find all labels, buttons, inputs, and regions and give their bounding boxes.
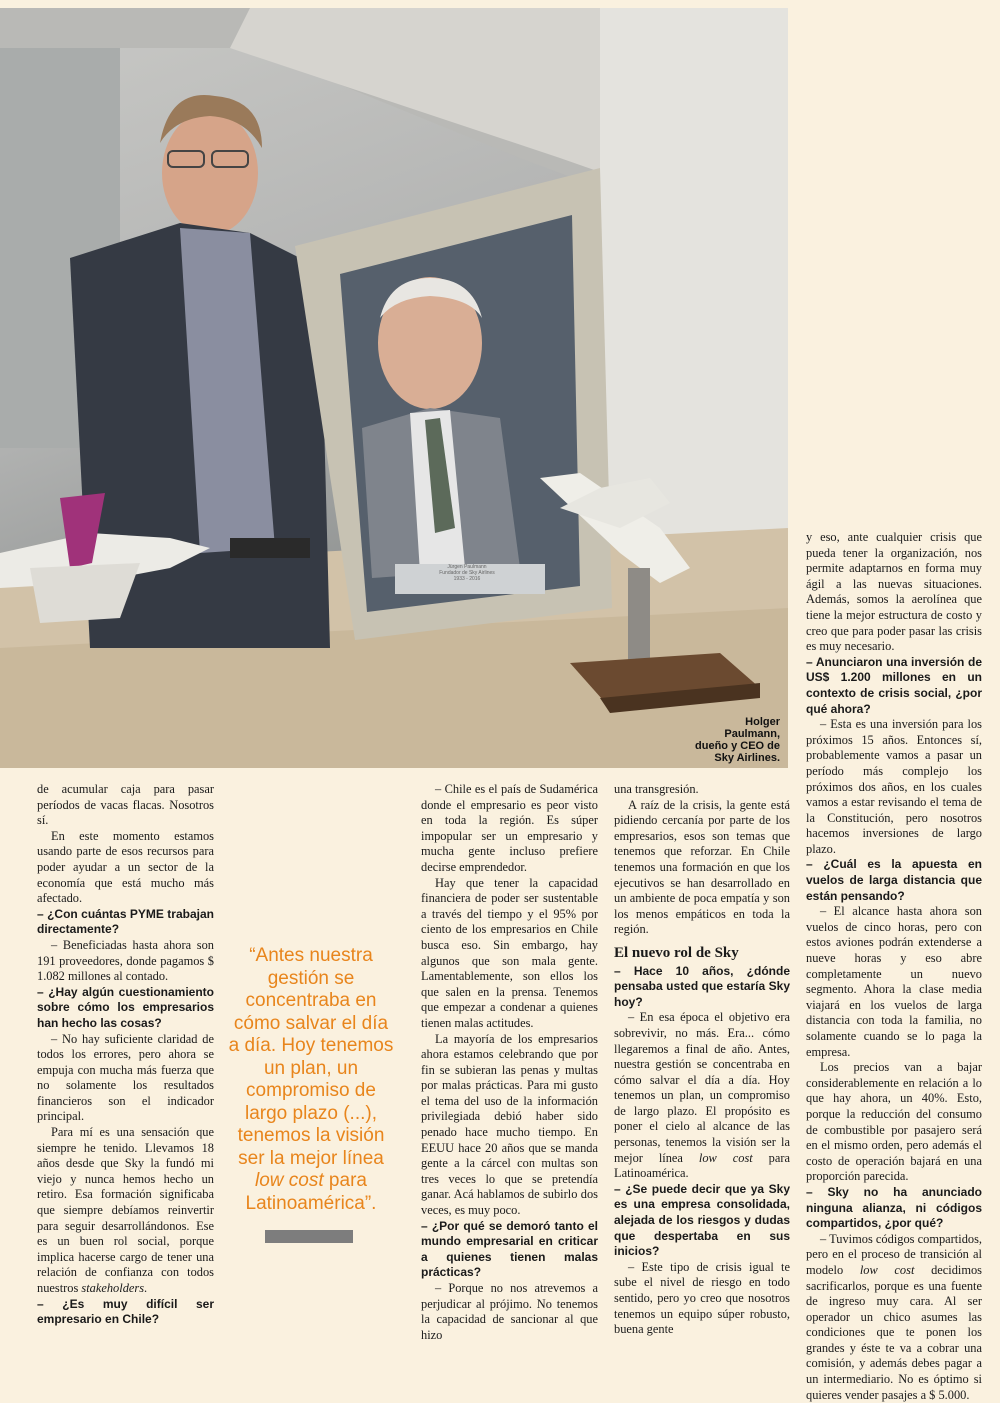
col4-p1: y eso, ante cualquier crisis que pueda tener la organización, nos permite adaptarnos en forma muy ágil a las nuevas situaciones. Además, somos la aerolínea que tiene la mejor estructura de costo y creo que para poder pasar las crisis es muy necesario. — [806, 530, 982, 654]
col4-p2: – Esta es una inversión para los próximos 15 años. Entonces sí, probablemente vamos a pasar un período más complejo los próximos dos años, en los cuales vamos a estar revisando el tema de la Constitución, pero nosotros hacemos inversiones de largo plazo. — [806, 717, 982, 856]
col1-p2: En este momento estamos usando parte de esos recursos para poder ayudar a un sector de la economía que está mucho más afectado. — [37, 828, 214, 906]
col2-question-1: – ¿Por qué se demoró tanto el mundo empresarial en criticar a quienes tienen malas prácticas? — [421, 1218, 598, 1280]
portrait-plate — [412, 564, 522, 582]
caption-role: dueño y CEO de — [695, 740, 780, 752]
col2-p3: La mayoría de los empresarios ahora estamos celebrando que por fin se subieran las penas y multas por malas prácticas. Para mi gusto el tema del uso de la información privilegiada debió haber sido penado hace mucho tiempo. En EEUU hace 20 años que se manda gente a la cárcel con multas son tres veces lo que se pretendía ganar. Acá hablamos de subirlo dos veces, es muy poco. — [421, 1031, 598, 1218]
caption-company: Sky Airlines. — [714, 752, 780, 764]
pull-quote — [228, 945, 394, 1215]
col4-p5-text: – Tuvimos códigos compartidos, pero en el proceso de transición al modelo — [806, 1231, 982, 1277]
pull-quote-bar — [265, 1230, 353, 1243]
col4-p4: Los precios van a bajar considerablemente en relación a lo que hay ahora, un 40%. Esto, porque la reducción del consumo de combustible por pasajero será en el mismo orden, pero además el costo de operación bajará en una proporción parecida. — [806, 1060, 982, 1184]
article-photo — [0, 8, 788, 768]
col2-p2: Hay que tener la capacidad financiera de poder ser sustentable a través del tiempo y el 95% por ciento de los empresarios en Chile busca eso. Sin embargo, hay algunos que son mala gente. Lamentablemente, son ellos los que salen en la prensa. Tenemos que empezar a condenar a quienes tienen malas actitudes. — [421, 875, 598, 1030]
col3-section-heading: El nuevo rol de Sky — [614, 944, 739, 961]
photo-illustration — [0, 8, 788, 768]
col1-p4: – No hay suficiente claridad de todos los errores, pero ahora se empuja con mucha más fuerza que no solamente los resultados financieros son el indicador principal. — [37, 1031, 214, 1124]
col3-question-2: – ¿Se puede decir que ya Sky es una empresa consolidada, alejada de los riesgos y dudas que despertaba en sus inicios? — [614, 1181, 790, 1259]
caption-name: Holger Paulmann, — [724, 716, 780, 740]
pull-quote-italic: low cost — [255, 1170, 324, 1191]
pull-quote-text-2: para Latinoamérica”. — [245, 1170, 377, 1214]
photo-caption — [690, 716, 780, 764]
col2-p4: – Porque no nos atrevemos a perjudicar al prójimo. No tenemos la capacidad de sancionar al que hizo — [421, 1281, 598, 1342]
pull-quote-text-1: “Antes nuestra gestión se concentraba en cómo salvar el día a día. Hoy tenemos un plan, un compromiso de largo plazo (...), tenemos la visión ser la mejor línea — [228, 945, 394, 1169]
col3-p3-end: para Latinoamérica. — [614, 1150, 790, 1181]
col3-p1: una transgresión. — [614, 782, 699, 796]
col1-p5-italic: stakeholders — [81, 1281, 145, 1295]
portrait-plate-name: Jürgen Paulmann — [447, 564, 487, 570]
col1-p3: – Beneficiadas hasta ahora son 191 proveedores, donde pagamos $ 1.082 millones al contado. — [37, 937, 214, 984]
col1-p5-text: Para mí es una sensación que siempre he tenido. Llevamos 18 años desde que Sky la fundó mi viejo y nunca hemos hecho un retiro. Esa formación significaba que siempre debíamos reinvertir para seguir desarrollándonos. Ese es un buen rol social, porque implica hacerse cargo de tener una relación de confianza con todos nuestros — [37, 1125, 214, 1295]
col4-question-3: – Sky no ha anunciado ninguna alianza, ni códigos compartidos, ¿por qué? — [806, 1184, 982, 1231]
col3-p4: – Este tipo de crisis igual te sube el nivel de riesgo en todo sentido, pero yo creo que nosotros tenemos un equipo súper robusto, buena gente — [614, 1259, 790, 1337]
col3-question-1: – Hace 10 años, ¿dónde pensaba usted que estaría Sky hoy? — [614, 963, 790, 1009]
col4-p3: – El alcance hasta ahora son vuelos de cinco horas, pero con estos aviones podrán extenderse a nueve horas y eso abre completamente un nuevo segmento. Ahora la clase media viajará en los vuelos de larga distancia con toda la familia, no solamente cuando se lo paga la empresa. — [806, 904, 982, 1059]
col1-question-3: – ¿Es muy difícil ser empresario en Chile? — [37, 1296, 214, 1327]
col2-p1: – Chile es el país de Sudamérica donde el empresario es peor visto en toda la región. Es súper impopular ser un empresario y mucha gente incluso prefiere decirse emprendedor. — [421, 782, 598, 874]
col3-p2: A raíz de la crisis, la gente está pidiendo cercanía por parte de los empresarios, esos son temas que tenemos que reforzar. En Chile tenemos una formación en que los ejecutivos se han desarrollado en un ambiente de poca empatía y son los menos empáticos en toda la región. — [614, 797, 790, 937]
col4-p5-end: decidimos sacrificarlos, porque es una fuente de ingreso muy cara. Al ser operador un chico asumes las condiciones que te ponen los grandes y éste te va a cobrar una comisión, y además debes pagar a un intermediario. No es óptimo si quieres vender pasajes a $ 5.000. — [806, 1262, 982, 1402]
col4-question-1: – Anunciaron una inversión de US$ 1.200 millones en un contexto de crisis social, ¿por qué ahora? — [806, 654, 982, 716]
col1-question-2: – ¿Hay algún cuestionamiento sobre cómo los empresarios han hecho las cosas? — [37, 984, 214, 1030]
col3-p3-italic: low cost — [698, 1150, 753, 1165]
col1-question-1: – ¿Con cuántas PYME trabajan directamente? — [37, 906, 214, 937]
column-1 — [37, 782, 214, 1328]
portrait-plate-role: Fundador de Sky Airlines — [439, 570, 495, 576]
col4-question-2: – ¿Cuál es la apuesta en vuelos de larga distancia que están pensando? — [806, 857, 982, 903]
portrait-plate-years: 1933 - 2016 — [453, 576, 481, 582]
col1-p1: de acumular caja para pasar períodos de vacas flacas. Nosotros sí. — [37, 782, 214, 828]
col3-p3-text: – En esa época el objetivo era sobrevivir, no más. Era... cómo llegaremos a final de año. Antes, nuestra gestión se concentraba en cómo salvar el día a día. Hoy tenemos un plan, un compromiso de largo plazo. El propósito es poner el cielo al alcance de las personas, tenemos la visión ser la mejor línea — [614, 1010, 790, 1165]
col3-p3 — [614, 1010, 790, 1182]
column-3 — [614, 782, 790, 1338]
col4-p5-italic: low cost — [859, 1262, 915, 1277]
col1-p5-end: . — [144, 1281, 148, 1295]
col1-p5 — [37, 1125, 214, 1297]
col4-p5 — [806, 1232, 982, 1403]
column-4 — [806, 530, 982, 1403]
column-2 — [421, 782, 598, 1343]
